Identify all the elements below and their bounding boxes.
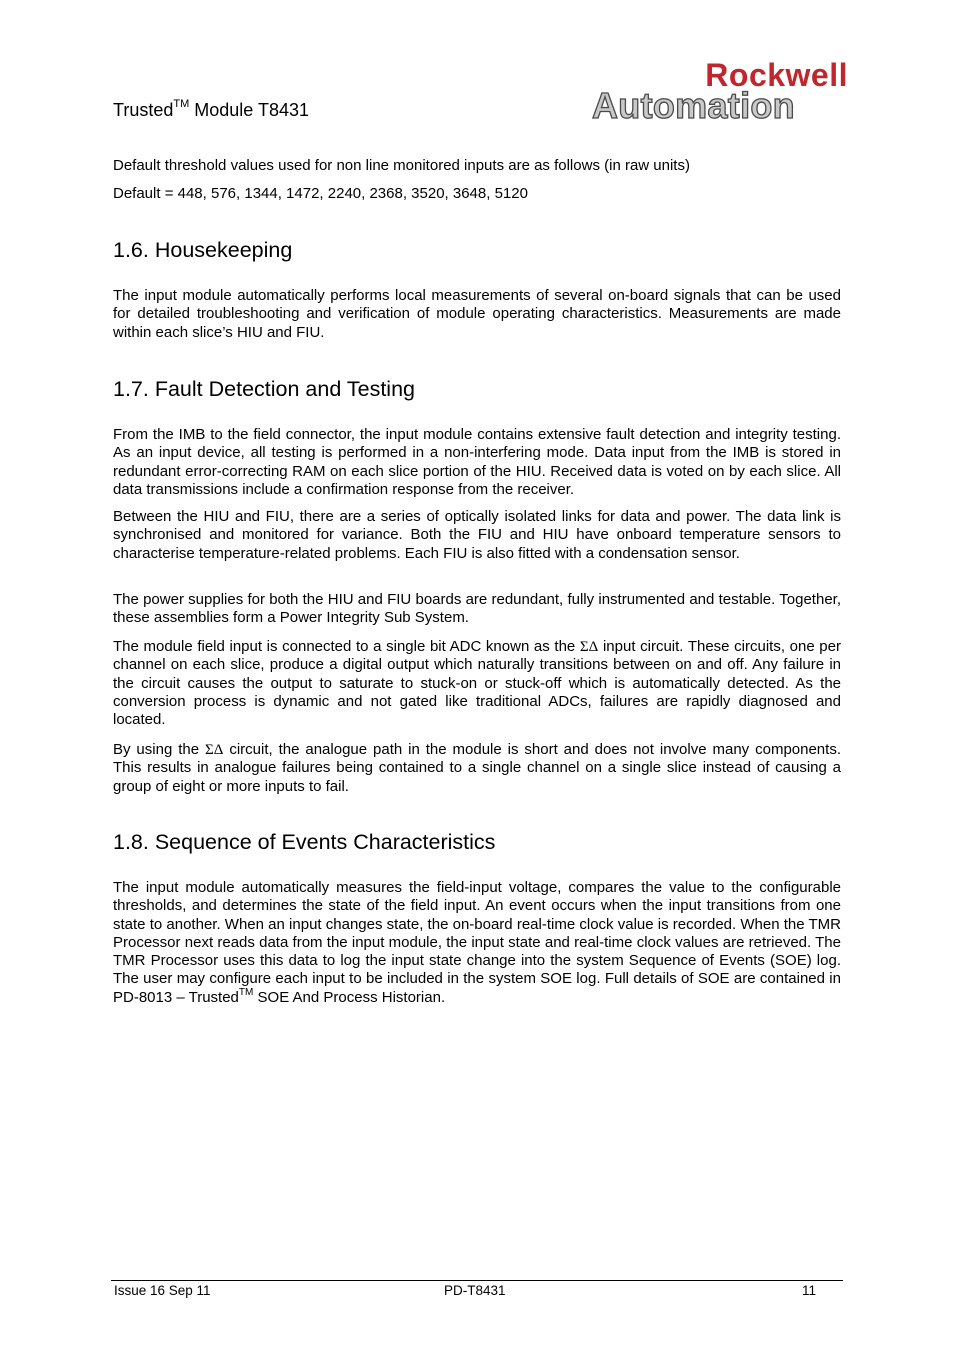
footer-divider: [111, 1280, 843, 1281]
sigma-delta-symbol: ΣΔ: [205, 742, 224, 758]
soe-p1-start: The input module automatically measures the field-input voltage, compares the value to the configurable thresholds, and determines the state of the field input. An event occurs when the input transitions from one state to another. When an input changes state, the on-board real-time clock value is recorded. When the TMR Processor next reads data from the input module, the input state and real-time clock values are retrieved. The TMR Processor uses this data to log the input state change into the system Sequence of Events (SOE) log. The user may configure each input to be included in the system SOE log. Full details of SOE are contained in PD-8013 – Trusted: [113, 879, 841, 1006]
sigma-delta-symbol: ΣΔ: [579, 639, 599, 655]
fault-paragraph-4: [113, 638, 841, 729]
soe-p1-end: SOE And Process Historian.: [253, 988, 446, 1006]
footer-issue: Issue 16 Sep 11: [114, 1283, 211, 1298]
fault-paragraph-2: Between the HIU and FIU, there are a series of optically isolated links for data and power. The data link is synchronised and monitored for variance. Both the FIU and HIU have onboard temperature sensors to characterise temperature-related problems. Each FIU is also fitted with a condensation sensor.: [113, 508, 841, 562]
logo-automation-text: Automation: [592, 85, 795, 126]
soe-paragraph: [113, 879, 841, 1007]
section-heading-fault-detection: 1.7. Fault Detection and Testing: [113, 377, 415, 401]
header-title-suffix: Module T8431: [189, 100, 310, 120]
housekeeping-paragraph: The input module automatically performs local measurements of several on-board signals that can be used for detailed troubleshooting and verification of module operating characteristics. Measurements are made within each slice’s HIU and FIU.: [113, 287, 841, 341]
fault-paragraph-5: [113, 741, 841, 796]
threshold-intro-text: Default threshold values used for non line monitored inputs are as follows (in raw units): [113, 157, 690, 174]
threshold-default-values: Default = 448, 576, 1344, 1472, 2240, 2368, 3520, 3648, 5120: [113, 185, 528, 202]
fault-p4-end: input circuit. These circuits, one per channel on each slice, produce a digital output which naturally transitions between on and off. Any failure in the circuit causes the output to saturate to stuck-on or stuck-off which is automatically detected. As the conversion process is dynamic and not gated like traditional ADCs, failures are rapidly diagnosed and located.: [113, 638, 841, 729]
footer-page-number: 11: [802, 1283, 817, 1298]
footer-doc-id: PD-T8431: [444, 1283, 506, 1298]
fault-p5-end: circuit, the analogue path in the module is short and does not involve many components. This results in analogue failures being contained to a single channel on a single slice instead of causing a group of eight or more inputs to fail.: [113, 741, 841, 795]
header-title-prefix: Trusted: [113, 100, 174, 120]
fault-paragraph-1: From the IMB to the field connector, the input module contains extensive fault detection and integrity testing. As an input device, all testing is performed in a non-interfering mode. Data input from the IMB is stored in redundant error-correcting RAM on each slice portion of the HIU. Received data is voted on by each slice. All data transmissions include a confirmation response from the receiver.: [113, 426, 841, 498]
section-heading-housekeeping: 1.6. Housekeeping: [113, 238, 293, 262]
document-header-title: [113, 99, 309, 121]
trademark-superscript: TM: [238, 986, 254, 998]
logo-rockwell-text: Rockwell: [705, 57, 848, 93]
rockwell-automation-logo: [592, 58, 850, 124]
trademark-superscript: TM: [173, 98, 190, 110]
fault-p5-start: By using the: [113, 741, 205, 758]
section-heading-soe: 1.8. Sequence of Events Characteristics: [113, 830, 496, 854]
fault-p4-start: The module field input is connected to a single bit ADC known as the: [113, 638, 580, 655]
fault-paragraph-3: The power supplies for both the HIU and FIU boards are redundant, fully instrumented and testable. Together, these assemblies form a Power Integrity Sub System.: [113, 591, 841, 627]
